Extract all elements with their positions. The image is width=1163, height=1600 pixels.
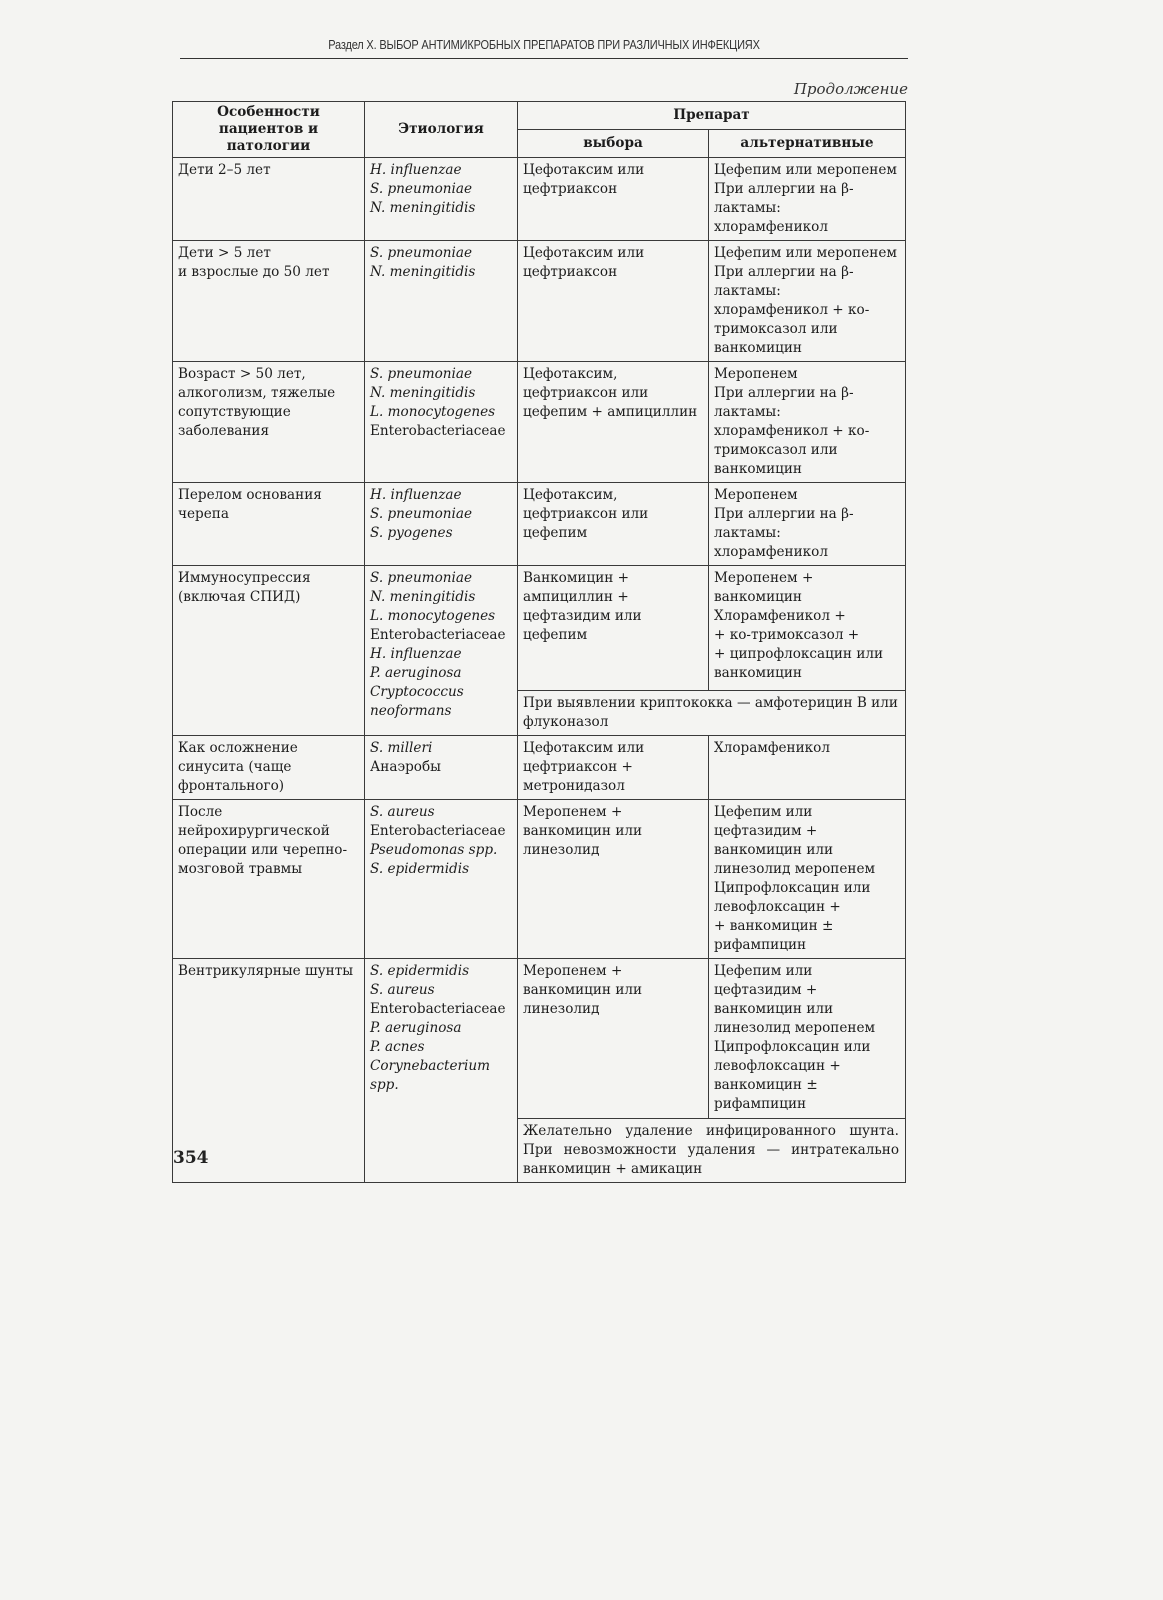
organism: P. aeruginosa — [370, 1020, 462, 1036]
running-head: Раздел X. ВЫБОР АНТИМИКРОБНЫХ ПРЕПАРАТОВ ПРИ РАЗЛИЧНЫХ ИНФЕКЦИЯХ — [328, 38, 760, 52]
organism: N. meningitidis — [370, 589, 476, 605]
table-body — [173, 158, 906, 1183]
patient-cell: Иммуносупрессия (включая СПИД) — [173, 566, 365, 736]
etiology-cell — [365, 800, 518, 959]
choice-cell: Цефотаксим, цефтриаксон или цефепим + ампициллин — [518, 362, 709, 483]
organism: S. pneumoniae — [370, 366, 473, 382]
continuation-label: Продолжение — [793, 80, 908, 98]
organism: S. aureus — [370, 982, 435, 998]
alternative-cell: Цефепим или цефтазидим + ванкомицин или линезолид меропенем Ципрофлоксацин или левофлоксацин + + ванкомицин ± рифампицин — [709, 800, 906, 959]
organism: S. pneumoniae — [370, 570, 473, 586]
choice-cell: Цефотаксим или цефтриаксон + метронидазол — [518, 736, 709, 800]
choice-cell: Цефотаксим, цефтриаксон или цефепим — [518, 483, 709, 566]
alternative-cell: Цефепим или цефтазидим + ванкомицин или линезолид меропенем Ципрофлоксацин или левофлоксацин + ванкомицин ± рифампицин — [709, 959, 906, 1119]
organism: S. epidermidis — [370, 963, 470, 979]
table-row — [173, 158, 906, 241]
table-row — [173, 566, 906, 691]
alternative-cell: Хлорамфеникол — [709, 736, 906, 800]
etiology-cell — [365, 566, 518, 736]
header-drug: Препарат — [518, 102, 906, 130]
patient-cell: После нейрохирургической операции или черепно-мозговой травмы — [173, 800, 365, 959]
organism: P. aeruginosa — [370, 665, 462, 681]
organism: Pseudomonas spp. — [370, 842, 498, 858]
etiology-cell — [365, 362, 518, 483]
patient-cell: Возраст > 50 лет, алкоголизм, тяжелые сопутствующие заболевания — [173, 362, 365, 483]
organism: Enterobacteriaceae — [370, 1001, 506, 1017]
header-patient: Особенности пациентов и патологии — [173, 102, 365, 158]
patient-cell: Перелом основания черепа — [173, 483, 365, 566]
page-number: 354 — [173, 1148, 209, 1168]
alternative-cell: Меропенем При аллергии на β-лактамы: хлорамфеникол — [709, 483, 906, 566]
organism: H. influenzae — [370, 487, 462, 503]
table-row — [173, 483, 906, 566]
organism: Enterobacteriaceae — [370, 823, 506, 839]
antimicrobial-table — [172, 101, 906, 1183]
etiology-cell — [365, 736, 518, 800]
alternative-cell: Цефепим или меропенем При аллергии на β-лактамы: хлорамфеникол + ко-тримоксазол или ванкомицин — [709, 241, 906, 362]
organism: L. monocytogenes — [370, 404, 496, 420]
organism: H. influenzae — [370, 646, 462, 662]
organism: P. acnes — [370, 1039, 425, 1055]
organism: Анаэробы — [370, 759, 441, 775]
organism: N. meningitidis — [370, 200, 476, 216]
choice-cell: Меропенем + ванкомицин или линезолид — [518, 800, 709, 959]
choice-cell: Ванкомицин + ампициллин + цефтазидим или цефепим — [518, 566, 709, 691]
alternative-cell: Меропенем При аллергии на β-лактамы: хлорамфеникол + ко-тримоксазол или ванкомицин — [709, 362, 906, 483]
organism: S. aureus — [370, 804, 435, 820]
table-row — [173, 241, 906, 362]
header-rule — [180, 58, 908, 59]
organism: S. pneumoniae — [370, 245, 473, 261]
organism: Cryptococcus neoformans — [370, 684, 464, 719]
organism: S. milleri — [370, 740, 433, 756]
header-etiology: Этиология — [365, 102, 518, 158]
organism: L. monocytogenes — [370, 608, 496, 624]
patient-cell: Дети 2–5 лет — [173, 158, 365, 241]
organism: Enterobacteriaceae — [370, 423, 506, 439]
alternative-cell: Цефепим или меропенем При аллергии на β-лактамы: хлорамфеникол — [709, 158, 906, 241]
note-cell: Желательно удаление инфицированного шунта. При невозможности удаления — интратекально ванкомицин + амикацин — [518, 1119, 906, 1183]
organism: S. pyogenes — [370, 525, 453, 541]
organism: Enterobacteriaceae — [370, 627, 506, 643]
organism: N. meningitidis — [370, 385, 476, 401]
patient-cell: Как осложнение синусита (чаще фронтального) — [173, 736, 365, 800]
organism: H. influenzae — [370, 162, 462, 178]
etiology-cell — [365, 241, 518, 362]
table-row — [173, 800, 906, 959]
organism: S. pneumoniae — [370, 181, 473, 197]
etiology-cell — [365, 959, 518, 1183]
table-row — [173, 736, 906, 800]
patient-cell: Дети > 5 лет и взрослые до 50 лет — [173, 241, 365, 362]
etiology-cell — [365, 483, 518, 566]
organism: Corynebacterium spp. — [370, 1058, 490, 1093]
header-choice: выбора — [518, 130, 709, 158]
alternative-cell: Меропенем + ванкомицин Хлорамфеникол + + ко-тримоксазол + + ципрофлоксацин или ванкомицин — [709, 566, 906, 691]
choice-cell: Меропенем + ванкомицин или линезолид — [518, 959, 709, 1119]
organism: S. epidermidis — [370, 861, 470, 877]
table-row — [173, 959, 906, 1119]
organism: N. meningitidis — [370, 264, 476, 280]
note-cell: При выявлении криптококка — амфотерицин В или флуконазол — [518, 691, 906, 736]
choice-cell: Цефотаксим или цефтриаксон — [518, 158, 709, 241]
etiology-cell — [365, 158, 518, 241]
table-row — [173, 362, 906, 483]
header-alternative: альтернативные — [709, 130, 906, 158]
patient-cell: Вентрикулярные шунты — [173, 959, 365, 1183]
organism: S. pneumoniae — [370, 506, 473, 522]
choice-cell: Цефотаксим или цефтриаксон — [518, 241, 709, 362]
